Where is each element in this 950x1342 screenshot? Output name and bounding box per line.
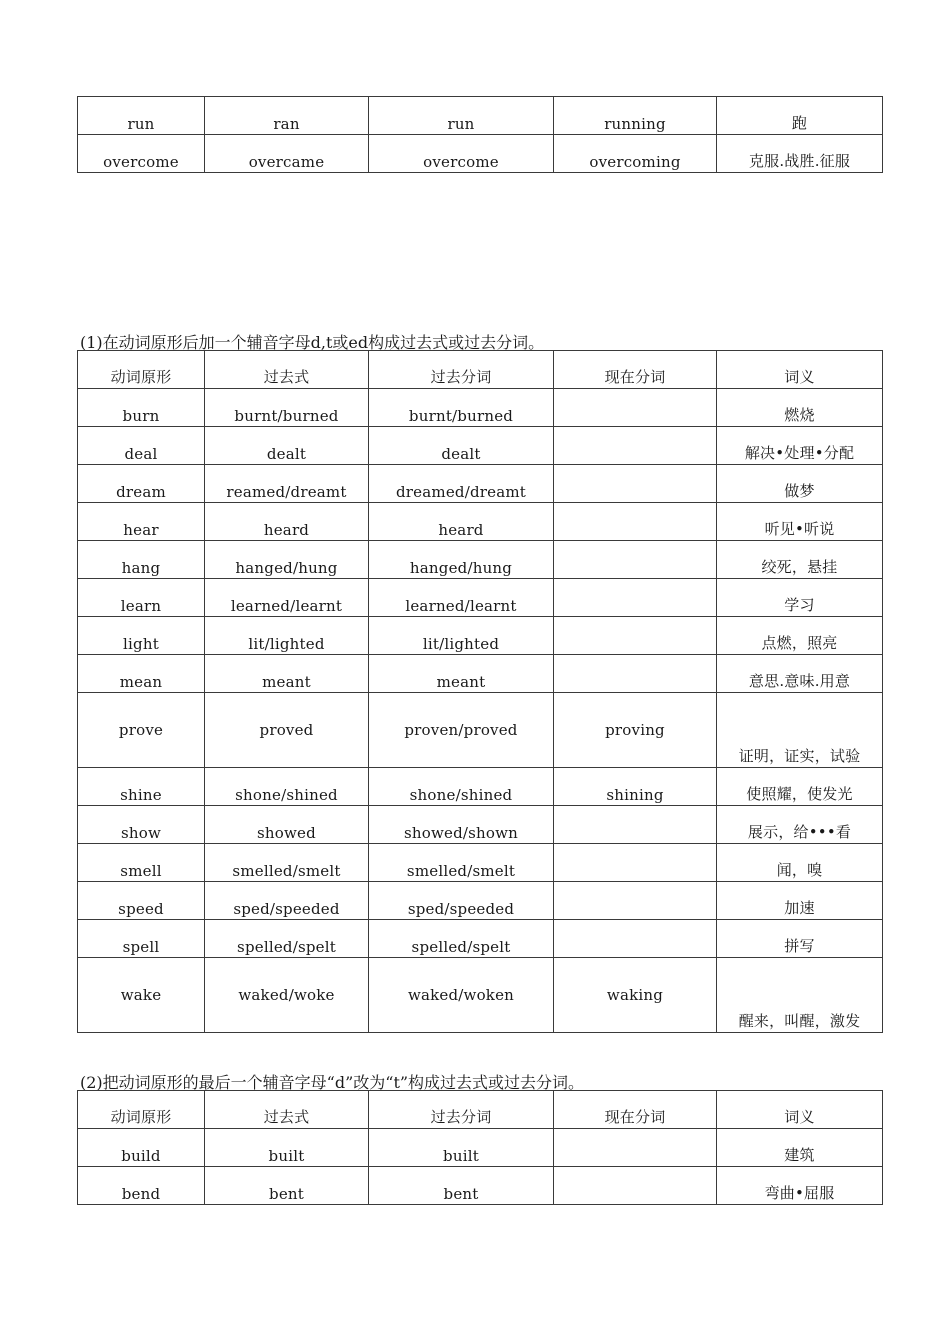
- meaning-cell: 跑: [717, 97, 883, 135]
- base-form-cell: hang: [78, 541, 205, 579]
- past-tense-cell: learned/learnt: [205, 579, 369, 617]
- past-tense-cell: built: [205, 1129, 369, 1167]
- header-past-tense: 过去式: [205, 351, 369, 389]
- meaning-cell: 克服.战胜.征服: [717, 135, 883, 173]
- past-participle-cell: proven/proved: [369, 693, 554, 768]
- past-tense-cell: hanged/hung: [205, 541, 369, 579]
- table-row: [78, 541, 883, 579]
- past-participle-cell: dreamed/dreamt: [369, 465, 554, 503]
- meaning-cell: 解决•处理•分配: [717, 427, 883, 465]
- base-form-cell: prove: [78, 693, 205, 768]
- table-row: [78, 1129, 883, 1167]
- base-form-cell: learn: [78, 579, 205, 617]
- past-tense-cell: heard: [205, 503, 369, 541]
- past-participle-cell: dealt: [369, 427, 554, 465]
- meaning-cell: 闻，嗅: [717, 844, 883, 882]
- past-participle-cell: smelled/smelt: [369, 844, 554, 882]
- meaning-cell: 使照耀，使发光: [717, 768, 883, 806]
- past-participle-cell: lit/lighted: [369, 617, 554, 655]
- table-row: [78, 389, 883, 427]
- table-row: [78, 958, 883, 1033]
- table-header-row: [78, 351, 883, 389]
- base-form-cell: smell: [78, 844, 205, 882]
- base-form-cell: burn: [78, 389, 205, 427]
- base-form-cell: shine: [78, 768, 205, 806]
- meaning-cell: 意思.意味.用意: [717, 655, 883, 693]
- table-row: [78, 427, 883, 465]
- header-meaning: 词义: [717, 1091, 883, 1129]
- meaning-cell: 弯曲•屈服: [717, 1167, 883, 1205]
- base-form-cell: spell: [78, 920, 205, 958]
- meaning-cell: 听见•听说: [717, 503, 883, 541]
- header-past-participle: 过去分词: [369, 1091, 554, 1129]
- table-row: [78, 844, 883, 882]
- present-participle-cell: proving: [554, 693, 717, 768]
- base-form-cell: show: [78, 806, 205, 844]
- table-row: [78, 693, 883, 768]
- past-participle-cell: burnt/burned: [369, 389, 554, 427]
- meaning-cell: 燃烧: [717, 389, 883, 427]
- meaning-cell: 做梦: [717, 465, 883, 503]
- base-form-cell: wake: [78, 958, 205, 1033]
- past-tense-cell: ran: [205, 97, 369, 135]
- table-header-row: [78, 1091, 883, 1129]
- present-participle-cell: [554, 1129, 717, 1167]
- base-form-cell: dream: [78, 465, 205, 503]
- table-row: [78, 882, 883, 920]
- present-participle-cell: [554, 503, 717, 541]
- present-participle-cell: shining: [554, 768, 717, 806]
- section1-caption: (1)在动词原形后加一个辅音字母d,t或ed构成过去式或过去分词。: [80, 333, 545, 352]
- base-form-cell: speed: [78, 882, 205, 920]
- base-form-cell: light: [78, 617, 205, 655]
- header-present-participle: 现在分词: [554, 1091, 717, 1129]
- table-row: [78, 135, 883, 173]
- past-participle-cell: shone/shined: [369, 768, 554, 806]
- table-row: [78, 465, 883, 503]
- verb-table-section1: [77, 350, 883, 1033]
- base-form-cell: build: [78, 1129, 205, 1167]
- header-meaning: 词义: [717, 351, 883, 389]
- past-participle-cell: waked/woken: [369, 958, 554, 1033]
- verb-table-section2: [77, 1090, 883, 1205]
- past-participle-cell: sped/speeded: [369, 882, 554, 920]
- meaning-cell: 绞死，悬挂: [717, 541, 883, 579]
- table-row: [78, 503, 883, 541]
- past-participle-cell: meant: [369, 655, 554, 693]
- present-participle-cell: overcoming: [554, 135, 717, 173]
- meaning-cell: 点燃，照亮: [717, 617, 883, 655]
- section2-caption: (2)把动词原形的最后一个辅音字母“d”改为“t”构成过去式或过去分词。: [80, 1073, 585, 1092]
- present-participle-cell: [554, 389, 717, 427]
- past-tense-cell: meant: [205, 655, 369, 693]
- present-participle-cell: running: [554, 97, 717, 135]
- present-participle-cell: [554, 806, 717, 844]
- present-participle-cell: [554, 427, 717, 465]
- meaning-cell: 展示，给•••看: [717, 806, 883, 844]
- base-form-cell: run: [78, 97, 205, 135]
- past-tense-cell: shone/shined: [205, 768, 369, 806]
- table-row: [78, 655, 883, 693]
- table-row: [78, 579, 883, 617]
- verb-table-top: [77, 96, 883, 173]
- meaning-cell: 醒来，叫醒，激发: [717, 958, 883, 1033]
- header-base-form: 动词原形: [78, 351, 205, 389]
- past-tense-cell: overcame: [205, 135, 369, 173]
- past-tense-cell: bent: [205, 1167, 369, 1205]
- present-participle-cell: [554, 465, 717, 503]
- past-participle-cell: built: [369, 1129, 554, 1167]
- table-row: [78, 97, 883, 135]
- base-form-cell: overcome: [78, 135, 205, 173]
- past-tense-cell: dealt: [205, 427, 369, 465]
- table-row: [78, 1167, 883, 1205]
- header-past-participle: 过去分词: [369, 351, 554, 389]
- past-tense-cell: smelled/smelt: [205, 844, 369, 882]
- present-participle-cell: [554, 541, 717, 579]
- past-participle-cell: spelled/spelt: [369, 920, 554, 958]
- past-tense-cell: burnt/burned: [205, 389, 369, 427]
- present-participle-cell: waking: [554, 958, 717, 1033]
- past-tense-cell: sped/speeded: [205, 882, 369, 920]
- present-participle-cell: [554, 655, 717, 693]
- meaning-cell: 建筑: [717, 1129, 883, 1167]
- past-participle-cell: showed/shown: [369, 806, 554, 844]
- base-form-cell: deal: [78, 427, 205, 465]
- past-tense-cell: showed: [205, 806, 369, 844]
- table-row: [78, 806, 883, 844]
- past-participle-cell: learned/learnt: [369, 579, 554, 617]
- meaning-cell: 加速: [717, 882, 883, 920]
- meaning-cell: 证明，证实，试验: [717, 693, 883, 768]
- present-participle-cell: [554, 882, 717, 920]
- past-participle-cell: bent: [369, 1167, 554, 1205]
- present-participle-cell: [554, 617, 717, 655]
- past-tense-cell: proved: [205, 693, 369, 768]
- header-present-participle: 现在分词: [554, 351, 717, 389]
- table-row: [78, 768, 883, 806]
- past-tense-cell: waked/woke: [205, 958, 369, 1033]
- past-tense-cell: reamed/dreamt: [205, 465, 369, 503]
- table-row: [78, 920, 883, 958]
- meaning-cell: 学习: [717, 579, 883, 617]
- present-participle-cell: [554, 920, 717, 958]
- present-participle-cell: [554, 1167, 717, 1205]
- past-tense-cell: spelled/spelt: [205, 920, 369, 958]
- present-participle-cell: [554, 579, 717, 617]
- past-participle-cell: overcome: [369, 135, 554, 173]
- table-row: [78, 617, 883, 655]
- header-past-tense: 过去式: [205, 1091, 369, 1129]
- past-tense-cell: lit/lighted: [205, 617, 369, 655]
- base-form-cell: mean: [78, 655, 205, 693]
- past-participle-cell: heard: [369, 503, 554, 541]
- past-participle-cell: hanged/hung: [369, 541, 554, 579]
- meaning-cell: 拼写: [717, 920, 883, 958]
- present-participle-cell: [554, 844, 717, 882]
- header-base-form: 动词原形: [78, 1091, 205, 1129]
- past-participle-cell: run: [369, 97, 554, 135]
- base-form-cell: bend: [78, 1167, 205, 1205]
- base-form-cell: hear: [78, 503, 205, 541]
